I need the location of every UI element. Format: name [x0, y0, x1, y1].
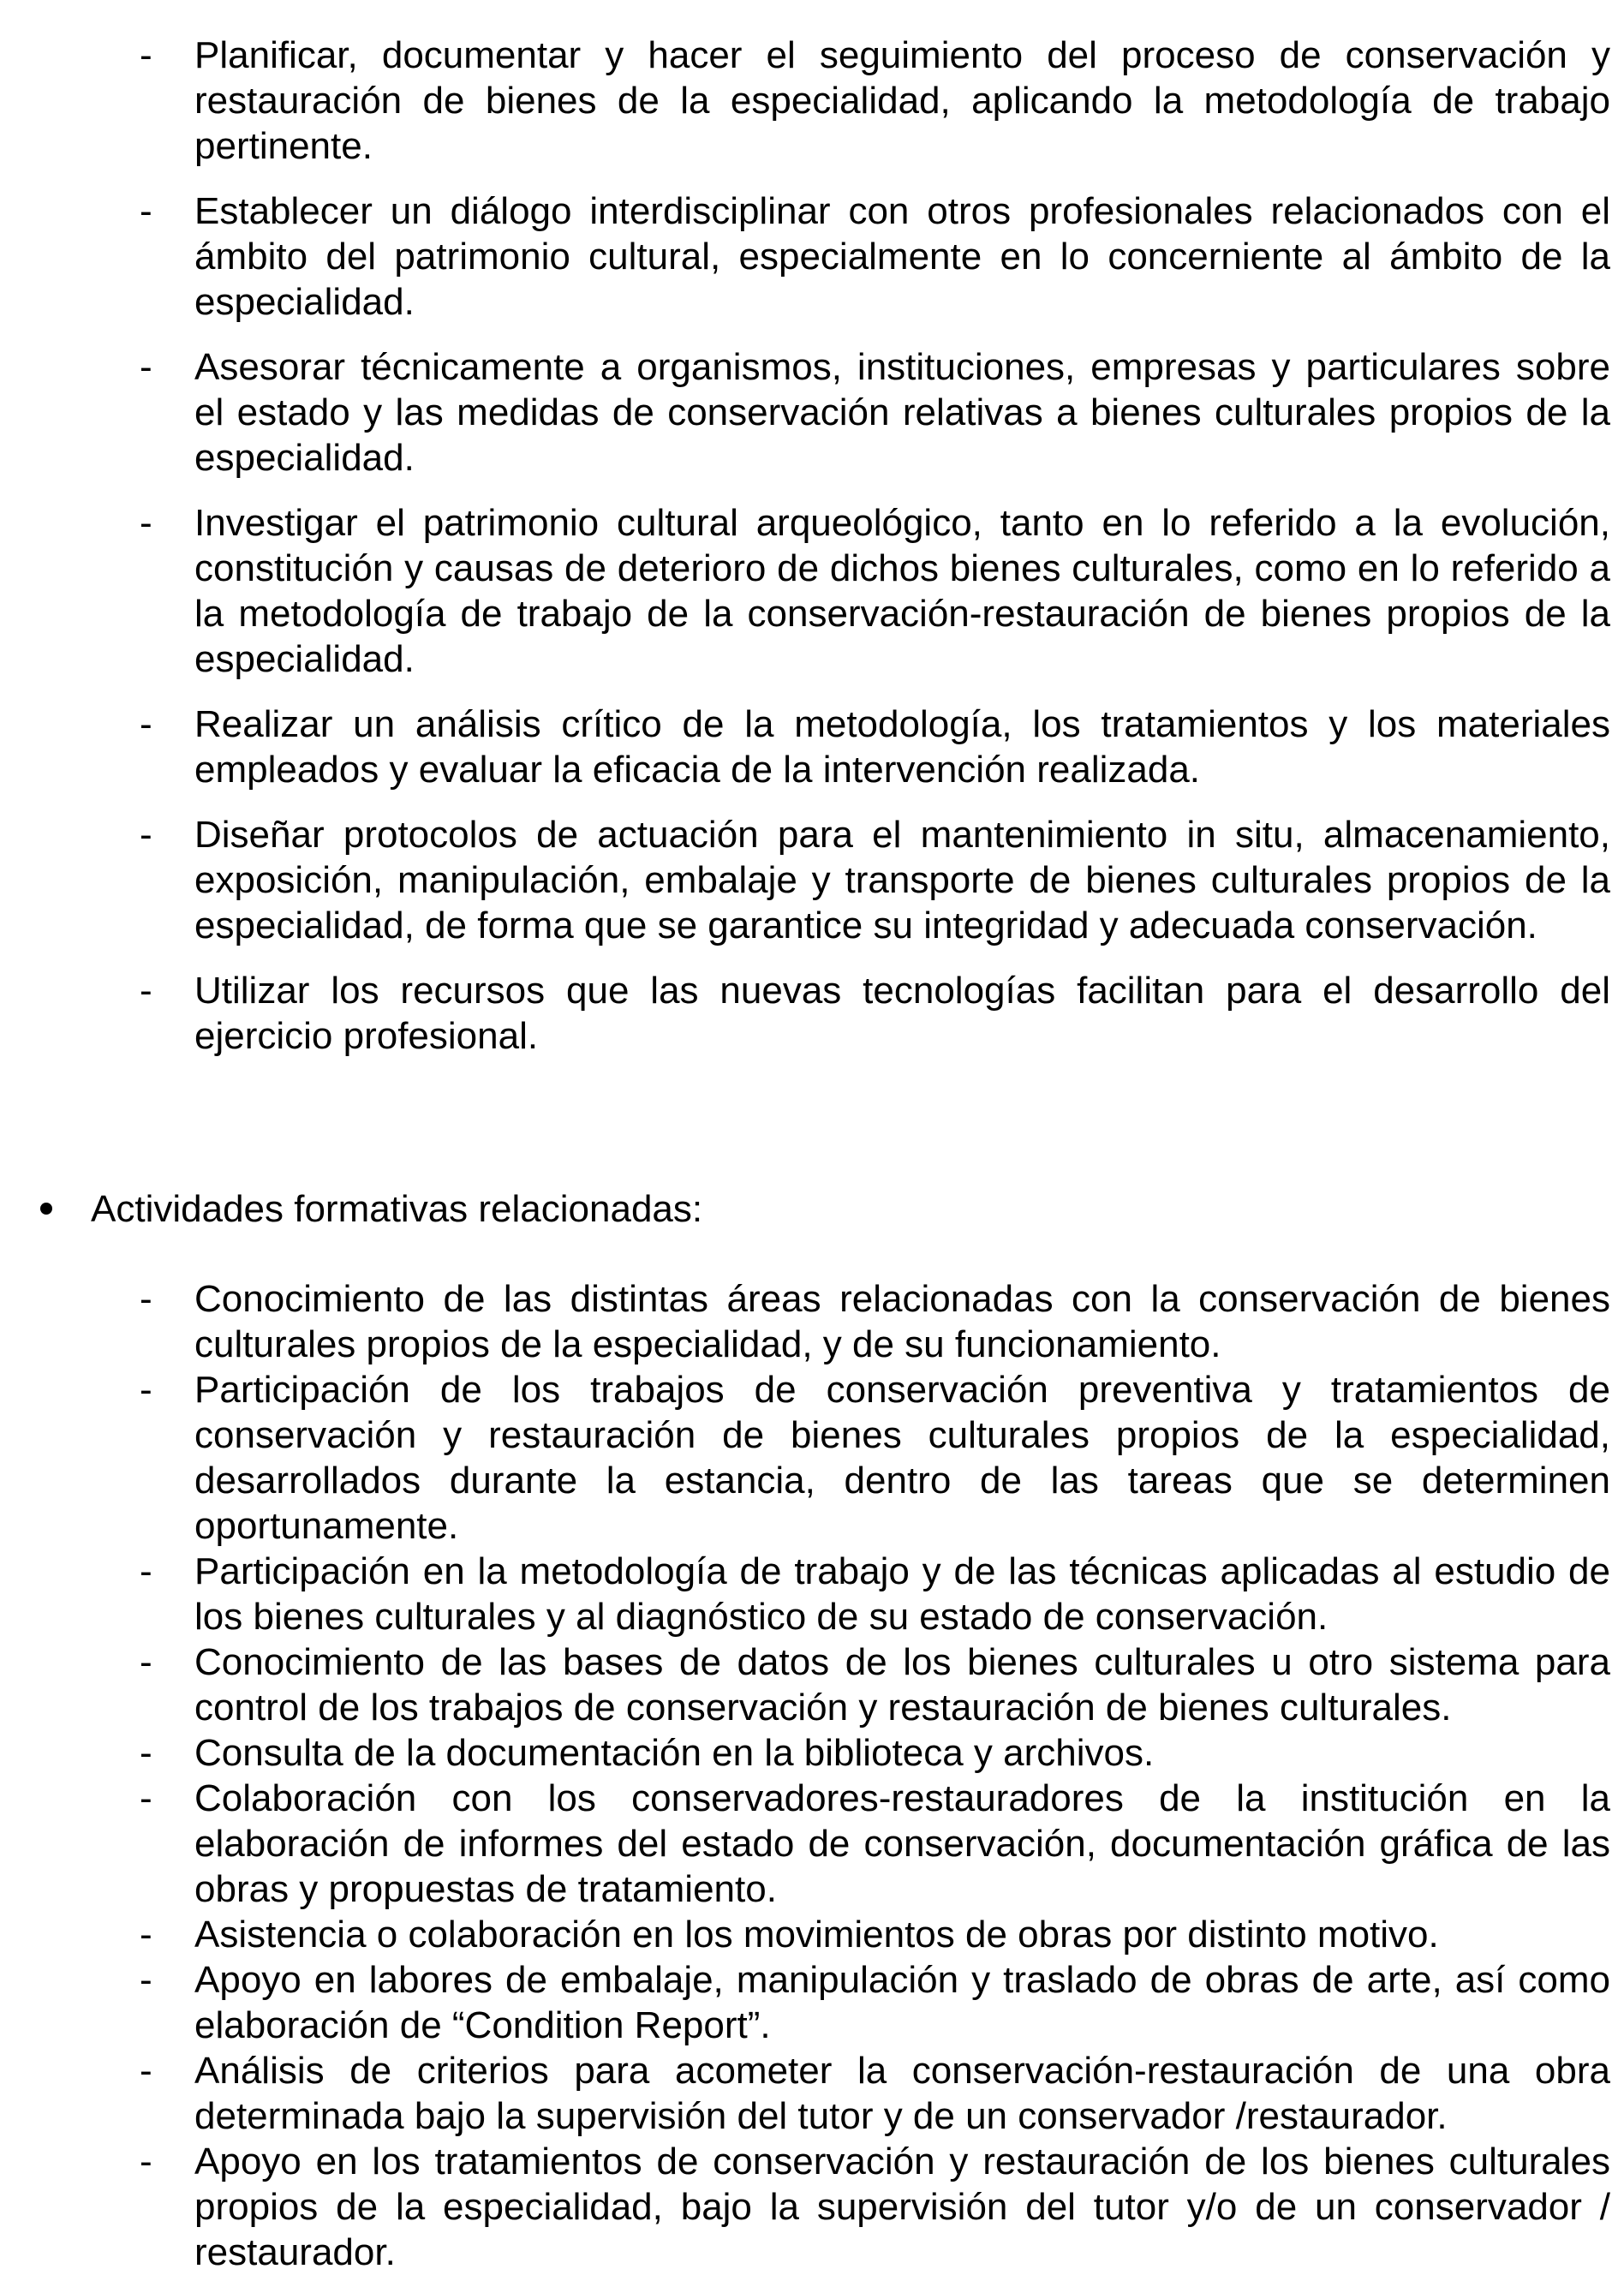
list-item: [0, 1776, 1624, 1912]
list-item: [0, 968, 1624, 1059]
dash-marker: -: [140, 1959, 152, 2001]
dash-marker: -: [140, 502, 152, 544]
list-item: [0, 2048, 1624, 2139]
dash-marker: -: [140, 1914, 152, 1956]
list-item-text: Utilizar los recursos que las nuevas tecnologías facilitan para el desarrollo del ejercicio profesional.: [194, 970, 1610, 1057]
dash-marker: -: [140, 1641, 152, 1683]
dash-marker: -: [140, 1777, 152, 1819]
dash-marker: -: [140, 2050, 152, 2092]
list-item-text: Asesorar técnicamente a organismos, instituciones, empresas y particulares sobre el estado y las medidas de conservación relativas a bienes culturales propios de la especialidad.: [194, 346, 1610, 479]
list-item: [0, 188, 1624, 325]
list-item-text: Realizar un análisis crítico de la metodología, los tratamientos y los materiales empleados y evaluar la eficacia de la intervención realizada.: [194, 703, 1610, 791]
list-item-text: Consulta de la documentación en la biblioteca y archivos.: [194, 1732, 1155, 1774]
dash-marker: -: [140, 970, 152, 1012]
dash-marker: -: [140, 814, 152, 856]
list-item: [0, 1367, 1624, 1549]
dash-marker: -: [140, 190, 152, 232]
list-item: [0, 33, 1624, 169]
dash-marker: -: [140, 1550, 152, 1592]
list-item: [0, 812, 1624, 948]
list-item-text: Asistencia o colaboración en los movimientos de obras por distinto motivo.: [194, 1914, 1439, 1956]
list-item: [0, 1549, 1624, 1639]
dash-marker: -: [140, 34, 152, 76]
list-item-text: Análisis de criterios para acometer la conservación-restauración de una obra determinada bajo la supervisión del tutor y de un conservador /restaurador.: [194, 2050, 1610, 2137]
list-item-text: Participación de los trabajos de conservación preventiva y tratamientos de conservación y restauración de bienes culturales propios de la especialidad, desarrollados durante la estancia, dentro de las tareas que se determinen oportunamente.: [194, 1369, 1610, 1547]
dash-marker: -: [140, 1369, 152, 1411]
list-item-text: Apoyo en labores de embalaje, manipulación y traslado de obras de arte, así como elaboración de “Condition Report”.: [194, 1959, 1610, 2046]
dash-marker: -: [140, 703, 152, 745]
list-item: [0, 1957, 1624, 2048]
list-item: [0, 702, 1624, 792]
list-item-text: Investigar el patrimonio cultural arqueológico, tanto en lo referido a la evolución, constitución y causas de deterioro de dichos bienes culturales, como en lo referido a la metodología de trabajo de la conservación-restauración de bienes propios de la especialidad.: [194, 502, 1610, 680]
list-item-text: Conocimiento de las distintas áreas relacionadas con la conservación de bienes culturales propios de la especialidad, y de su funcionamiento.: [194, 1278, 1610, 1365]
list-item-text: Conocimiento de las bases de datos de los bienes culturales u otro sistema para control de los trabajos de conservación y restauración de bienes culturales.: [194, 1641, 1610, 1729]
dash-marker: -: [140, 2141, 152, 2182]
dash-marker: -: [140, 346, 152, 388]
activities-list: [0, 1276, 1624, 2275]
list-item-text: Participación en la metodología de trabajo y de las técnicas aplicadas al estudio de los bienes culturales y al diagnóstico de su estado de conservación.: [194, 1550, 1610, 1638]
list-item: [0, 1912, 1624, 1957]
list-item: [0, 500, 1624, 682]
list-item-text: Apoyo en los tratamientos de conservación y restauración de los bienes culturales propios de la especialidad, bajo la supervisión del tutor y/o de un conservador / restaurador.: [194, 2141, 1610, 2273]
list-item: [0, 1730, 1624, 1776]
list-item: [0, 2139, 1624, 2275]
list-item: [0, 1639, 1624, 1730]
dash-marker: -: [140, 1732, 152, 1774]
bullet-icon: [40, 1203, 52, 1215]
section-heading-text: Actividades formativas relacionadas:: [91, 1188, 703, 1230]
dash-marker: -: [140, 1278, 152, 1320]
list-item-text: Diseñar protocolos de actuación para el mantenimiento in situ, almacenamiento, exposición, manipulación, embalaje y transporte de bienes culturales propios de la especialidad, de forma que se garantice su integridad y adecuada conservación.: [194, 814, 1610, 946]
list-item-text: Establecer un diálogo interdisciplinar con otros profesionales relacionados con el ámbito del patrimonio cultural, especialmente en lo concerniente al ámbito de la especialidad.: [194, 190, 1610, 323]
list-item: [0, 1276, 1624, 1367]
list-item: [0, 344, 1624, 481]
list-item-text: Planificar, documentar y hacer el seguimiento del proceso de conservación y restauración de bienes de la especialidad, aplicando la metodología de trabajo pertinente.: [194, 34, 1610, 167]
list-item-text: Colaboración con los conservadores-restauradores de la institución en la elaboración de informes del estado de conservación, documentación gráfica de las obras y propuestas de tratamiento.: [194, 1777, 1610, 1910]
competencies-list: [0, 33, 1624, 1059]
section-heading: [0, 1186, 1624, 1232]
